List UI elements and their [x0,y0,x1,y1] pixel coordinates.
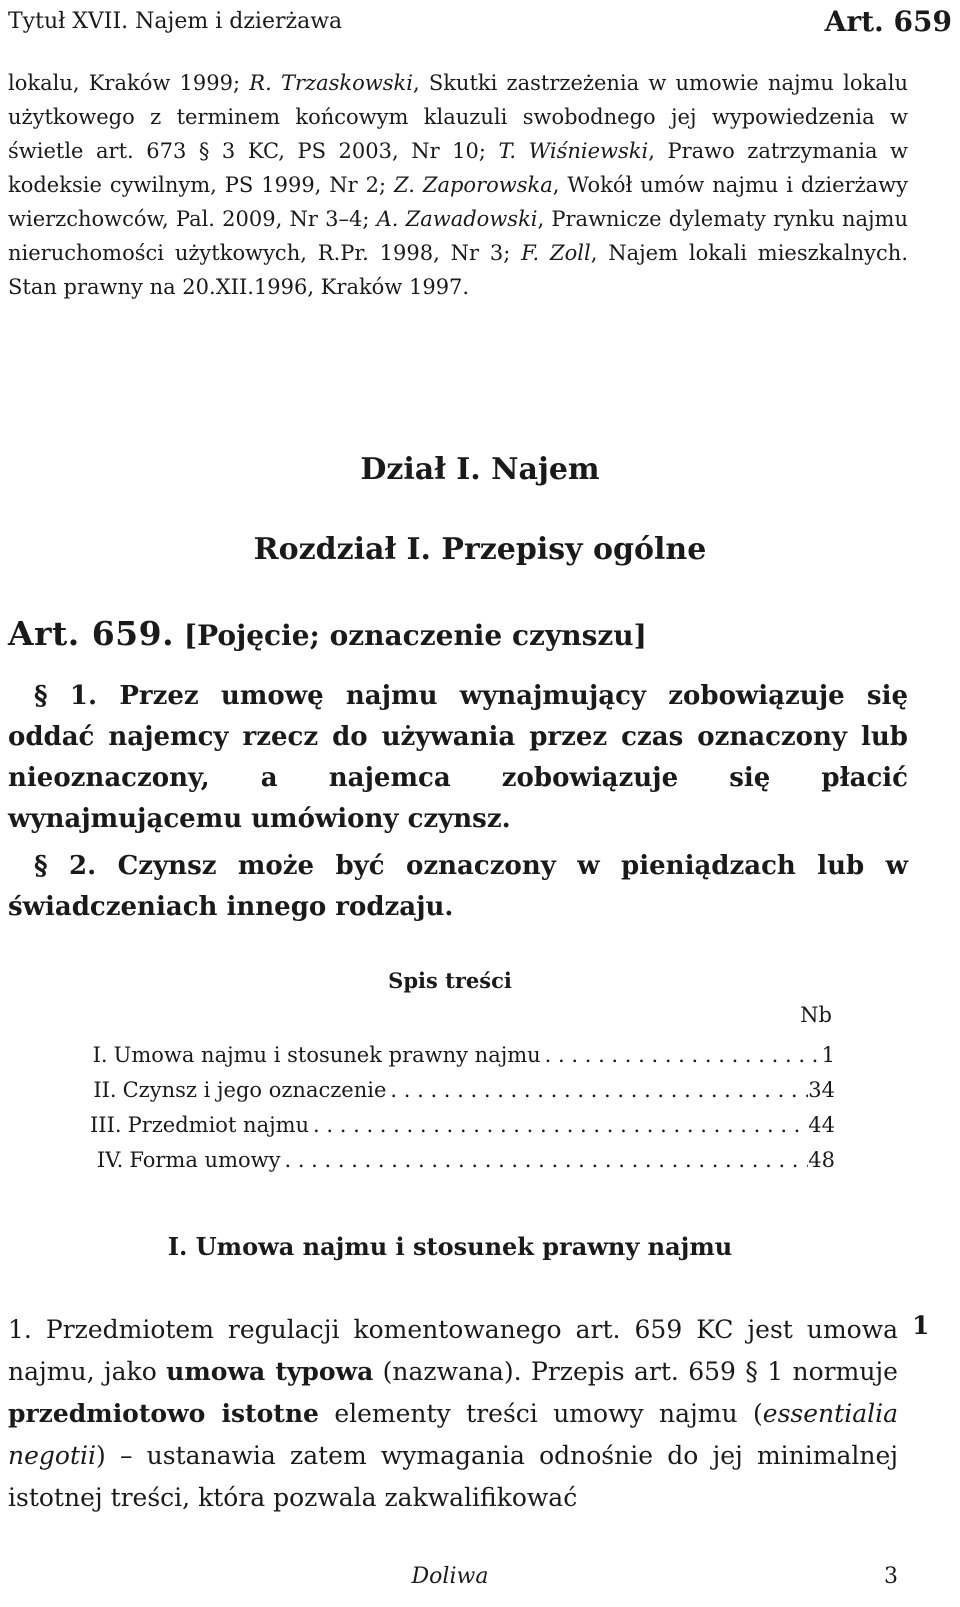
italic-run: A. Zawadowski [376,207,538,231]
commentary-paragraph [8,1309,898,1519]
chapter-heading: Rozdział I. Przepisy ogólne [253,532,707,567]
article-title: [Pojęcie; oznaczenie czynszu] [183,619,647,652]
toc-title: Spis treści [388,968,512,993]
toc-label: Forma umowy [129,1148,281,1172]
text-run: , Skutki zastrzeżenia w umowie najmu lokalu użytkowego z terminem końcowym klauzuli swobodnego jej wypowiedzenia w świetle art. 673 § 3 KC, PS 2003, Nr 10; [8,71,908,163]
italic-run: essentialia negotii [8,1399,898,1470]
bold-run: umowa typowa [166,1357,374,1386]
paragraph-2 [8,846,908,928]
text-run: (nazwana). Przepis art. 659 § 1 normuje [373,1357,898,1386]
table-of-contents [90,1038,835,1178]
paragraph-text: Czynsz może być oznaczony w pieniądzach lub w świadczeniach innego rodzaju. [8,851,909,922]
toc-page: 1 [821,1043,835,1067]
header-article: Art. 659 [824,4,952,38]
footer-page-number: 3 [884,1564,898,1589]
article-number: Art. 659. [8,614,175,653]
toc-leader-dots [541,1038,822,1073]
toc-leader-dots [309,1108,808,1143]
toc-label: Umowa najmu i stosunek prawny najmu [113,1043,541,1067]
paragraph-text: Przez umowę najmu wynajmujący zobowiązuje się oddać najemcy rzecz do używania przez czas oznaczony lub nieoznaczony, a najemca zobowiązuje się płacić wynajmującemu umówiony czynsz. [8,681,908,834]
toc-page: 34 [808,1078,835,1102]
toc-row[interactable] [90,1038,835,1073]
text-run: elementy treści umowy najmu ( [318,1399,763,1428]
italic-run: F. Zoll [521,241,591,265]
header-title: Tytuł XVII. Najem i dzierżawa [8,8,343,34]
paragraph-mark: § 1. [34,681,98,711]
italic-run: R. Trzaskowski [249,71,413,95]
text-run: , Najem lokali mieszkalnych. Stan prawny na 20.XII.1996, Kraków 1997. [8,241,908,299]
margin-number: 1 [912,1311,930,1340]
toc-leader-dots [280,1143,808,1178]
text-run: lokalu, Kraków 1999; [8,71,250,95]
literature-paragraph [8,66,908,304]
article-heading [8,614,647,653]
text-run: 1. Przedmiotem regulacji komentowanego art. 659 KC jest umowa najmu, jako [8,1315,898,1386]
toc-label: Przedmiot najmu [127,1113,310,1137]
toc-page: 48 [808,1148,835,1172]
toc-number: IV. [96,1148,124,1172]
paragraph-1 [8,676,908,840]
text-run: , Prawo zatrzymania w kodeksie cywilnym, PS 1999, Nr 2; [8,139,909,197]
italic-run: T. Wiśniewski [498,139,649,163]
literature-list [8,66,908,304]
toc-number: II. [93,1078,117,1102]
toc-page: 44 [808,1113,835,1137]
bold-run: przedmiotowo istotne [8,1399,319,1428]
toc-label: Czynsz i jego oznaczenie [122,1078,387,1102]
toc-leader-dots [386,1073,808,1108]
toc-row[interactable] [90,1143,835,1178]
toc-number: III. [90,1113,122,1137]
text-run: , Wokół umów najmu i dzierżawy wierzchowców, Pal. 2009, Nr 3–4; [8,173,908,231]
italic-run: Z. Zaporowska [394,173,553,197]
section-heading: I. Umowa najmu i stosunek prawny najmu [167,1232,733,1261]
division-heading: Dział I. Najem [360,452,600,487]
running-header [8,4,952,38]
toc-column-label: Nb [800,1003,832,1027]
text-run: , Prawnicze dylematy rynku najmu nieruchomości użytkowych, R.Pr. 1998, Nr 3; [8,207,908,265]
footer-author: Doliwa [411,1564,489,1589]
toc-row[interactable] [90,1073,835,1108]
paragraph-mark: § 2. [34,851,97,881]
text-run: ) – ustanawia zatem wymagania odnośnie do jej minimalnej istotnej treści, która pozwala zakwalifikować [8,1441,898,1512]
toc-row[interactable] [90,1108,835,1143]
toc-number: I. [92,1043,108,1067]
